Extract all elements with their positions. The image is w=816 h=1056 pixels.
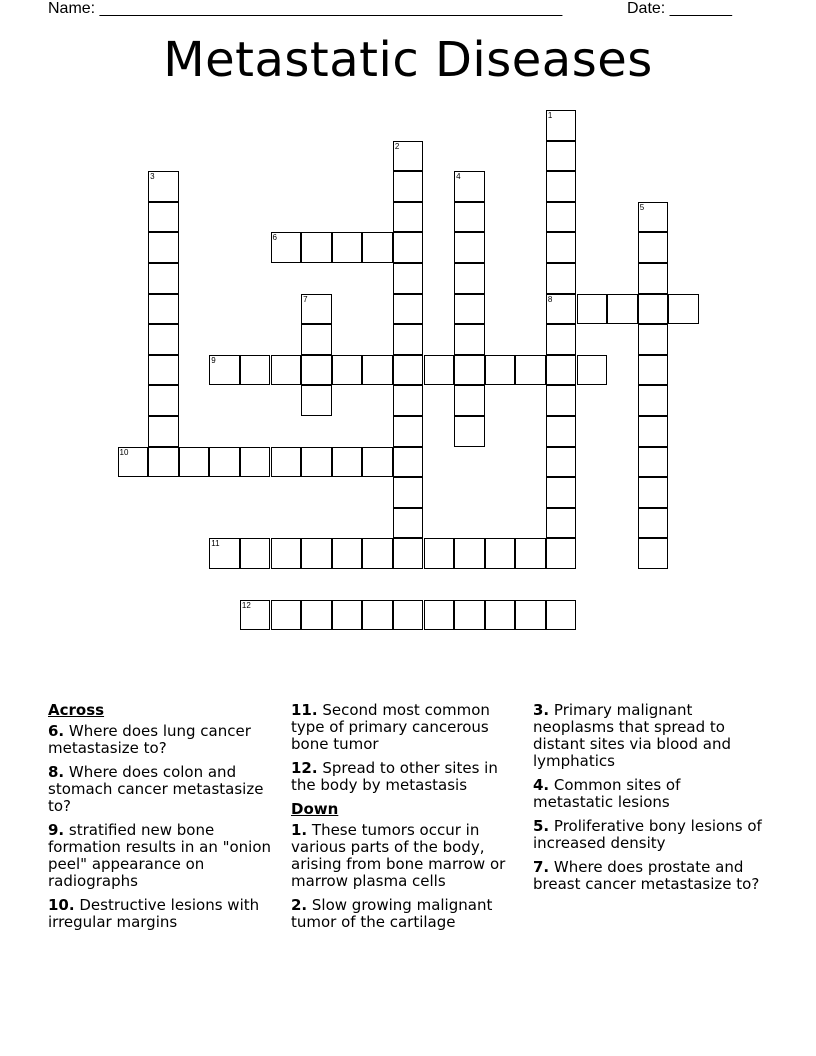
crossword-cell[interactable] [301, 294, 332, 325]
crossword-cell[interactable] [546, 355, 577, 386]
cell-number: 1 [547, 111, 553, 120]
crossword-cell[interactable] [454, 294, 485, 325]
crossword-cell[interactable] [638, 508, 669, 539]
clue-number: 9. [48, 821, 65, 839]
crossword-cell[interactable] [546, 294, 577, 325]
crossword-cell[interactable] [638, 385, 669, 416]
crossword-cell[interactable] [424, 538, 455, 569]
name-field-label: Name: ____________________________________________________ [48, 0, 563, 17]
clue-text: Where does prostate and breast cancer metastasize to? [533, 858, 760, 893]
crossword-cell[interactable] [638, 477, 669, 508]
cell-number: 5 [639, 202, 645, 212]
crossword-cell[interactable] [515, 600, 546, 631]
crossword-cell[interactable] [393, 538, 424, 569]
clues-column-2 [291, 702, 523, 938]
crossword-cell[interactable] [301, 324, 332, 355]
crossword-cell[interactable] [301, 538, 332, 569]
cell-number: 6 [272, 233, 277, 243]
crossword-cell[interactable] [332, 600, 363, 631]
clue-number: 12. [291, 759, 318, 777]
crossword-cell[interactable] [148, 232, 179, 263]
crossword-cell[interactable] [393, 385, 424, 416]
clue-text: Spread to other sites in the body by metastasis [291, 759, 498, 794]
clue-down-7 [533, 859, 765, 893]
date-field-label: Date: _______ [627, 0, 732, 17]
clue-number: 10. [48, 896, 75, 914]
crossword-cell[interactable] [393, 171, 424, 202]
crossword-cell[interactable] [546, 508, 577, 539]
crossword-cell[interactable] [148, 447, 179, 478]
clues-column-3 [533, 702, 765, 900]
crossword-cell[interactable] [424, 355, 455, 386]
crossword-cell[interactable] [454, 600, 485, 631]
crossword-cell[interactable] [393, 600, 424, 631]
crossword-cell[interactable] [546, 385, 577, 416]
clue-text: Where does lung cancer metastasize to? [48, 722, 251, 757]
crossword-cell[interactable] [638, 294, 669, 325]
crossword-cell[interactable] [546, 232, 577, 263]
crossword-cell[interactable] [638, 202, 669, 233]
clue-number: 5. [533, 817, 550, 835]
crossword-cell[interactable] [148, 355, 179, 386]
crossword-cell[interactable] [454, 263, 485, 294]
crossword-cell[interactable] [393, 263, 424, 294]
clue-across-8 [48, 764, 280, 815]
crossword-cell[interactable] [301, 355, 332, 386]
clue-text: These tumors occur in various parts of the body, arising from bone marrow or marrow plasma cells [291, 821, 506, 890]
crossword-cell[interactable] [454, 355, 485, 386]
crossword-cell[interactable] [638, 232, 669, 263]
crossword-cell[interactable] [362, 538, 393, 569]
crossword-cell[interactable] [546, 263, 577, 294]
crossword-cell[interactable] [362, 355, 393, 386]
cell-number: 10 [119, 447, 129, 457]
crossword-cell[interactable] [271, 538, 302, 569]
cell-number: 12 [241, 600, 251, 610]
crossword-cell[interactable] [638, 263, 669, 294]
crossword-cell[interactable] [546, 202, 577, 233]
crossword-cell[interactable] [515, 355, 546, 386]
cell-number: 9 [211, 355, 216, 365]
clue-number: 11. [291, 701, 318, 719]
crossword-cell[interactable] [393, 477, 424, 508]
crossword-cell[interactable] [240, 447, 271, 478]
clue-number: 4. [533, 776, 550, 794]
cell-number: 7 [303, 294, 308, 304]
clue-number: 7. [533, 858, 550, 876]
crossword-cell[interactable] [577, 355, 608, 386]
crossword-cell[interactable] [148, 324, 179, 355]
cell-number: 4 [456, 172, 461, 182]
crossword-cell[interactable] [546, 110, 577, 141]
crossword-cell[interactable] [638, 447, 669, 478]
crossword-cell[interactable] [607, 294, 638, 325]
crossword-cell[interactable] [638, 538, 669, 569]
clue-number: 3. [533, 701, 550, 719]
crossword-cell[interactable] [209, 447, 240, 478]
cell-number: 8 [547, 294, 553, 304]
crossword-cell[interactable] [546, 447, 577, 478]
crossword-cell[interactable] [362, 232, 393, 263]
crossword-cell[interactable] [577, 294, 608, 325]
crossword-cell[interactable] [424, 600, 455, 631]
clue-across-10 [48, 897, 280, 931]
clue-number: 8. [48, 763, 65, 781]
crossword-cell[interactable] [301, 600, 332, 631]
crossword-cell[interactable] [332, 538, 363, 569]
crossword-cell[interactable] [148, 171, 179, 202]
across-heading: Across [48, 701, 105, 719]
crossword-cell[interactable] [118, 447, 149, 478]
crossword-cell[interactable] [393, 416, 424, 447]
cell-number: 3 [150, 172, 155, 182]
clue-down-2 [291, 897, 523, 931]
crossword-cell[interactable] [240, 600, 271, 631]
crossword-cell[interactable] [362, 447, 393, 478]
clue-text: Primary malignant neoplasms that spread to distant sites via blood and lymphatics [533, 701, 731, 770]
cell-number: 11 [211, 539, 220, 549]
clue-number: 2. [291, 896, 308, 914]
crossword-cell[interactable] [393, 324, 424, 355]
crossword-cell[interactable] [454, 416, 485, 447]
clue-text: Common sites of metastatic lesions [533, 776, 681, 811]
crossword-cell[interactable] [393, 355, 424, 386]
crossword-cell[interactable] [485, 355, 516, 386]
crossword-cell[interactable] [271, 600, 302, 631]
crossword-cell[interactable] [393, 141, 424, 172]
crossword-cell[interactable] [148, 416, 179, 447]
crossword-cell[interactable] [301, 385, 332, 416]
clue-text: Destructive lesions with irregular margins [48, 896, 260, 931]
page-title: Metastatic Diseases [163, 32, 653, 88]
crossword-cell[interactable] [454, 538, 485, 569]
crossword-cell[interactable] [454, 171, 485, 202]
crossword-cell[interactable] [240, 355, 271, 386]
down-heading: Down [291, 800, 339, 818]
crossword-cell[interactable] [332, 447, 363, 478]
crossword-cell[interactable] [271, 232, 302, 263]
crossword-cell[interactable] [638, 416, 669, 447]
clue-across-6 [48, 723, 280, 757]
crossword-cell[interactable] [546, 171, 577, 202]
clue-across-12 [291, 760, 523, 794]
crossword-cell[interactable] [240, 538, 271, 569]
cell-number: 2 [394, 141, 400, 151]
crossword-cell[interactable] [393, 447, 424, 478]
clues-column-1 [48, 702, 280, 938]
crossword-cell[interactable] [393, 508, 424, 539]
clue-text: Slow growing malignant tumor of the cartilage [291, 896, 493, 931]
crossword-cell[interactable] [271, 355, 302, 386]
crossword-cell[interactable] [668, 294, 699, 325]
crossword-cell[interactable] [638, 355, 669, 386]
clue-across-9 [48, 822, 280, 890]
crossword-cell[interactable] [546, 477, 577, 508]
clue-down-1 [291, 822, 523, 890]
clue-down-5 [533, 818, 765, 852]
clue-text: Proliferative bony lesions of increased density [533, 817, 762, 852]
crossword-cell[interactable] [179, 447, 210, 478]
crossword-cell[interactable] [393, 202, 424, 233]
clue-number: 6. [48, 722, 65, 740]
crossword-cell[interactable] [332, 232, 363, 263]
crossword-cell[interactable] [148, 294, 179, 325]
crossword-cell[interactable] [546, 600, 577, 631]
clue-text: Where does colon and stomach cancer metastasize to? [48, 763, 264, 815]
crossword-cell[interactable] [485, 600, 516, 631]
clue-down-4 [533, 777, 765, 811]
crossword-cell[interactable] [485, 538, 516, 569]
clue-across-11 [291, 702, 523, 753]
clue-down-3 [533, 702, 765, 770]
clue-text: Second most common type of primary cancerous bone tumor [291, 701, 490, 753]
crossword-cell[interactable] [301, 232, 332, 263]
clue-text: stratified new bone formation results in an "onion peel" appearance on radiographs [48, 821, 272, 890]
crossword-cell[interactable] [393, 232, 424, 263]
crossword-cell[interactable] [148, 385, 179, 416]
crossword-cell[interactable] [546, 416, 577, 447]
crossword-cell[interactable] [546, 538, 577, 569]
crossword-cell[interactable] [546, 141, 577, 172]
crossword-cell[interactable] [515, 538, 546, 569]
crossword-cell[interactable] [209, 355, 240, 386]
crossword-cell[interactable] [148, 202, 179, 233]
crossword-cell[interactable] [301, 447, 332, 478]
crossword-cell[interactable] [209, 538, 240, 569]
crossword-cell[interactable] [271, 447, 302, 478]
clue-number: 1. [291, 821, 308, 839]
crossword-cell[interactable] [332, 355, 363, 386]
crossword-cell[interactable] [148, 263, 179, 294]
crossword-cell[interactable] [454, 232, 485, 263]
crossword-cell[interactable] [546, 324, 577, 355]
crossword-cell[interactable] [638, 324, 669, 355]
crossword-cell[interactable] [393, 294, 424, 325]
crossword-cell[interactable] [362, 600, 393, 631]
crossword-cell[interactable] [454, 385, 485, 416]
crossword-cell[interactable] [454, 202, 485, 233]
crossword-cell[interactable] [454, 324, 485, 355]
